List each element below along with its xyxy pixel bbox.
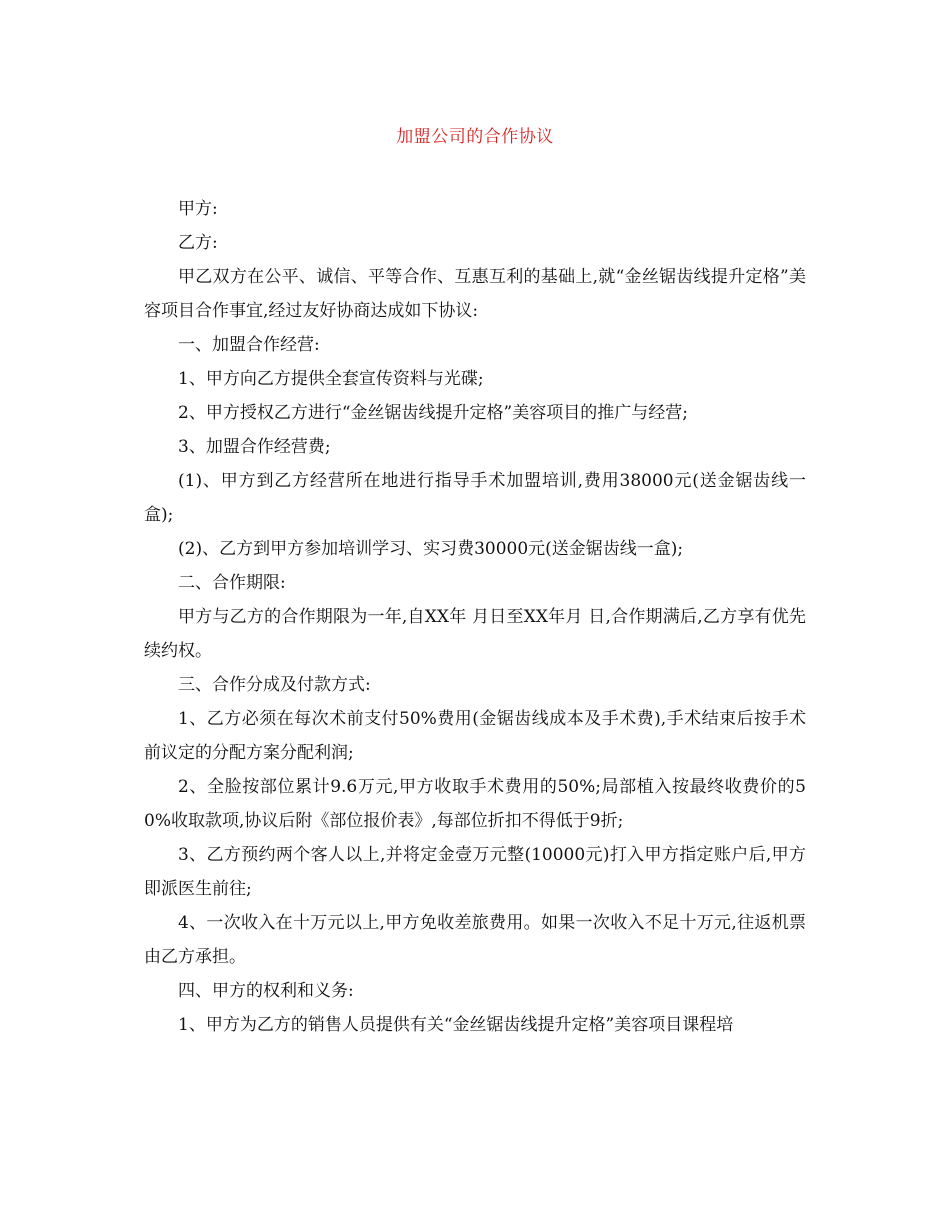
clause-1-3-1: (1)、甲方到乙方经营所在地进行指导手术加盟培训,费用38000元(送金锯齿线一盒); (144, 471, 806, 525)
clause-1-3: 3、加盟合作经营费; (178, 437, 331, 457)
clause-3-4: 4、一次收入在十万元以上,甲方免收差旅费用。如果一次收入不足十万元,往返机票由乙方承担。 (144, 913, 806, 967)
clause-1-3-2: (2)、乙方到甲方参加培训学习、实习费30000元(送金锯齿线一盒); (178, 539, 684, 559)
clause-4-1: 1、甲方为乙方的销售人员提供有关“金丝锯齿线提升定格”美容项目课程培 (178, 1015, 734, 1035)
section-heading-1: 一、加盟合作经营: (178, 335, 320, 355)
clause-2-term: 甲方与乙方的合作期限为一年,自XX年 月日至XX年月 日,合作期满后,乙方享有优先续约权。 (144, 607, 806, 661)
section-heading-4: 四、甲方的权利和义务: (178, 981, 354, 1001)
clause-3-1: 1、乙方必须在每次术前支付50%费用(金锯齿线成本及手术费),手术结束后按手术前议定的分配方案分配利润; (144, 709, 806, 763)
party-b-line: 乙方: (178, 233, 218, 253)
party-a-line: 甲方: (178, 199, 218, 219)
clause-1-2: 2、甲方授权乙方进行“金丝锯齿线提升定格”美容项目的推广与经营; (178, 403, 688, 423)
clause-3-2: 2、全脸按部位累计9.6万元,甲方收取手术费用的50%;局部植入按最终收费价的50%收取款项,协议后附《部位报价表》,每部位折扣不得低于9折; (144, 777, 806, 831)
clause-1-1: 1、甲方向乙方提供全套宣传资料与光碟; (178, 369, 484, 389)
preamble-paragraph: 甲乙双方在公平、诚信、平等合作、互惠互利的基础上,就“金丝锯齿线提升定格”美容项目合作事宜,经过友好协商达成如下协议: (144, 267, 806, 321)
document-body (144, 192, 806, 1042)
document-title: 加盟公司的合作协议 (396, 127, 554, 147)
section-heading-3: 三、合作分成及付款方式: (178, 675, 371, 695)
section-heading-2: 二、合作期限: (178, 573, 286, 593)
clause-3-3: 3、乙方预约两个客人以上,并将定金壹万元整(10000元)打入甲方指定账户后,甲方即派医生前往; (144, 845, 806, 899)
